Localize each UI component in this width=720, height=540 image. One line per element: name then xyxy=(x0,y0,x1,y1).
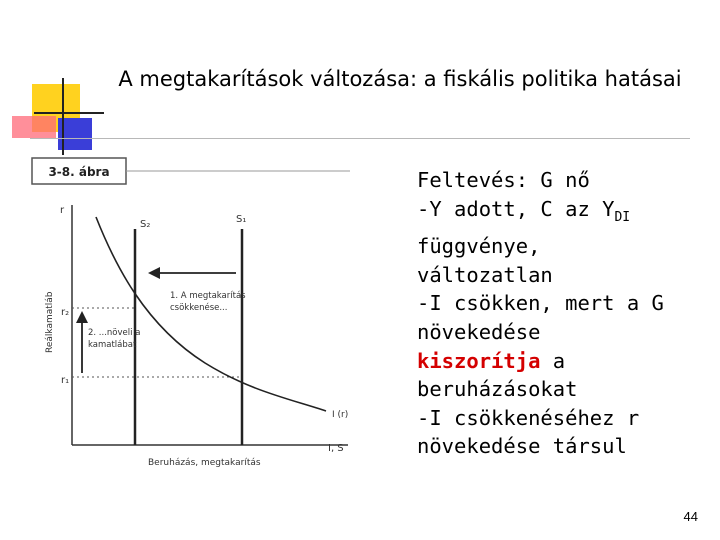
text-line-2-main: -Y adott, C az Y xyxy=(417,196,615,221)
s2-label: S₂ xyxy=(140,219,151,230)
page-number: 44 xyxy=(683,509,698,524)
body-text xyxy=(417,166,707,461)
annotation-1-line1: 1. A megtakarítás xyxy=(170,291,246,301)
text-line-4: változatlan xyxy=(417,262,553,287)
title-divider xyxy=(30,138,690,139)
r1-label: r₁ xyxy=(61,375,70,386)
text-line-1: Feltevés: G nő xyxy=(417,168,590,192)
r2-label: r₂ xyxy=(61,307,70,318)
text-line-2-subscript: DI xyxy=(614,209,631,225)
deco-vertical-line xyxy=(62,78,64,158)
deco-red-bar xyxy=(12,116,56,138)
x-axis-label: Beruházás, megtakarítás xyxy=(148,458,261,468)
x-axis-symbol: I, S xyxy=(328,443,344,454)
curve-label: I (r) xyxy=(332,410,349,420)
y-axis-symbol: r xyxy=(60,205,65,216)
text-line-6: növekedése xyxy=(417,320,541,345)
annotation-2-line1: 2. ...növeli a xyxy=(88,328,141,338)
slide-title: A megtakarítások változása: a fiskális politika hatásai xyxy=(118,67,682,91)
text-line-7 xyxy=(417,347,707,376)
s1-label: S₁ xyxy=(236,214,247,225)
y-axis-label: Reálkamatláb xyxy=(45,291,55,353)
text-line-2 xyxy=(417,195,707,233)
text-line-8: beruházásokat xyxy=(417,377,578,402)
text-line-10: növekedése társul xyxy=(417,434,627,459)
highlight-kiszoritja: kiszorítja xyxy=(417,348,541,373)
text-line-5: -I csökken, mert a G xyxy=(417,291,664,316)
annotation-2-line2: kamatlábat xyxy=(88,340,137,350)
figure-caption: 3-8. ábra xyxy=(48,165,110,179)
annotation-1-line2: csökkenése... xyxy=(170,303,228,313)
deco-horizontal-line xyxy=(34,112,104,114)
text-line-3: függvénye, xyxy=(417,234,541,259)
text-line-9: -I csökkenéséhez r xyxy=(417,405,640,430)
text-line-7-rest: a xyxy=(540,348,566,373)
textbook-figure xyxy=(30,155,370,485)
